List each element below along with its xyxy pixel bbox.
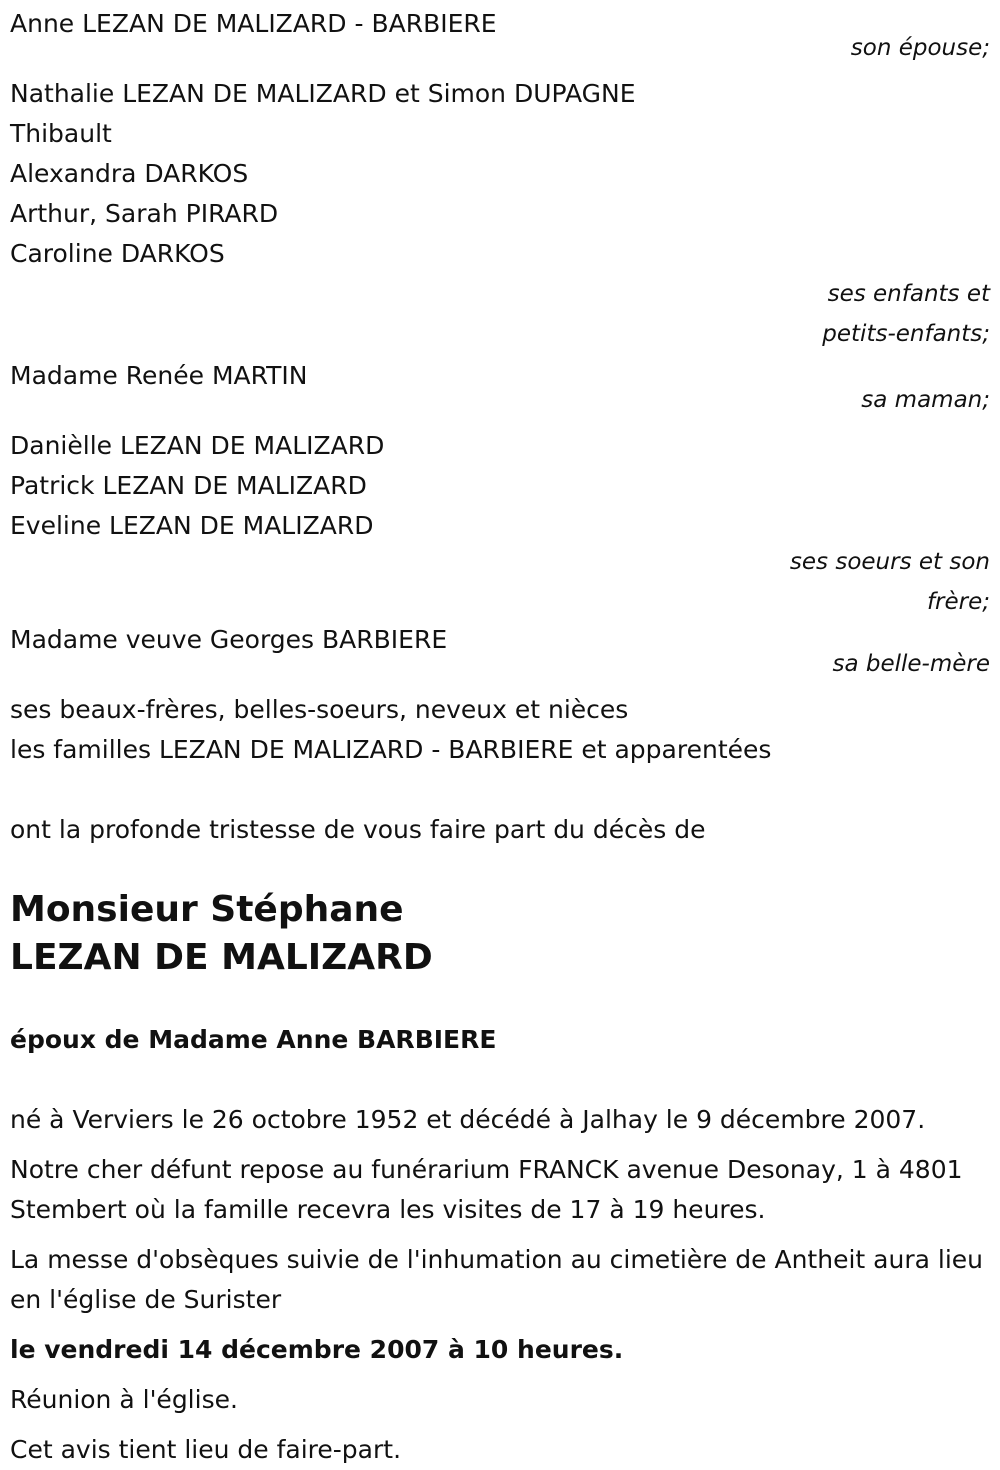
announcement-text: ont la profonde tristesse de vous faire part du décès de	[10, 815, 706, 844]
mother-relation: sa maman;	[861, 387, 990, 413]
mother-name: Madame Renée MARTIN	[10, 361, 308, 390]
sibling-name: Eveline LEZAN DE MALIZARD	[10, 511, 374, 540]
siblings-relation: ses soeurs et son	[789, 549, 990, 575]
birth-death-line: né à Verviers le 26 octobre 1952 et décédé à Jalhay le 9 décembre 2007.	[10, 1105, 926, 1134]
children-relation: ses enfants et	[827, 281, 990, 307]
spouse-name: Anne LEZAN DE MALIZARD - BARBIERE	[10, 9, 497, 38]
mass-paragraph: La messe d'obsèques suivie de l'inhumation au cimetière de Antheit aura lieu en l'église de Surister	[10, 1245, 983, 1314]
child-name: Caroline DARKOS	[10, 239, 225, 268]
sibling-name: Patrick LEZAN DE MALIZARD	[10, 471, 367, 500]
deceased-name-last: LEZAN DE MALIZARD	[10, 937, 433, 978]
child-name: Nathalie LEZAN DE MALIZARD et Simon DUPAGNE	[10, 79, 636, 108]
spouse-of-line: époux de Madame Anne BARBIERE	[10, 1025, 497, 1054]
children-relation: petits-enfants;	[822, 321, 990, 347]
child-name: Arthur, Sarah PIRARD	[10, 199, 279, 228]
repose-paragraph: Notre cher défunt repose au funérarium FRANCK avenue Desonay, 1 à 4801 Stembert où la famille recevra les visites de 17 à 19 heures.	[10, 1155, 963, 1224]
siblings-relation: frère;	[926, 589, 990, 615]
obituary-notice	[10, 4, 990, 1470]
ceremony-date: le vendredi 14 décembre 2007 à 10 heures.	[10, 1335, 624, 1364]
child-name: Thibault	[10, 119, 112, 148]
other-family-line: ses beaux-frères, belles-soeurs, neveux et nièces	[10, 695, 629, 724]
sibling-name: Danièlle LEZAN DE MALIZARD	[10, 431, 385, 460]
deceased-name-first: Monsieur Stéphane	[10, 889, 404, 930]
mother-in-law-relation: sa belle-mère	[832, 651, 990, 677]
notice-line: Cet avis tient lieu de faire-part.	[10, 1435, 402, 1464]
meeting-line: Réunion à l'église.	[10, 1385, 238, 1414]
mother-in-law-name: Madame veuve Georges BARBIERE	[10, 625, 448, 654]
spouse-relation: son épouse;	[850, 35, 990, 61]
child-name: Alexandra DARKOS	[10, 159, 249, 188]
other-family-line: les familles LEZAN DE MALIZARD - BARBIERE et apparentées	[10, 735, 772, 764]
